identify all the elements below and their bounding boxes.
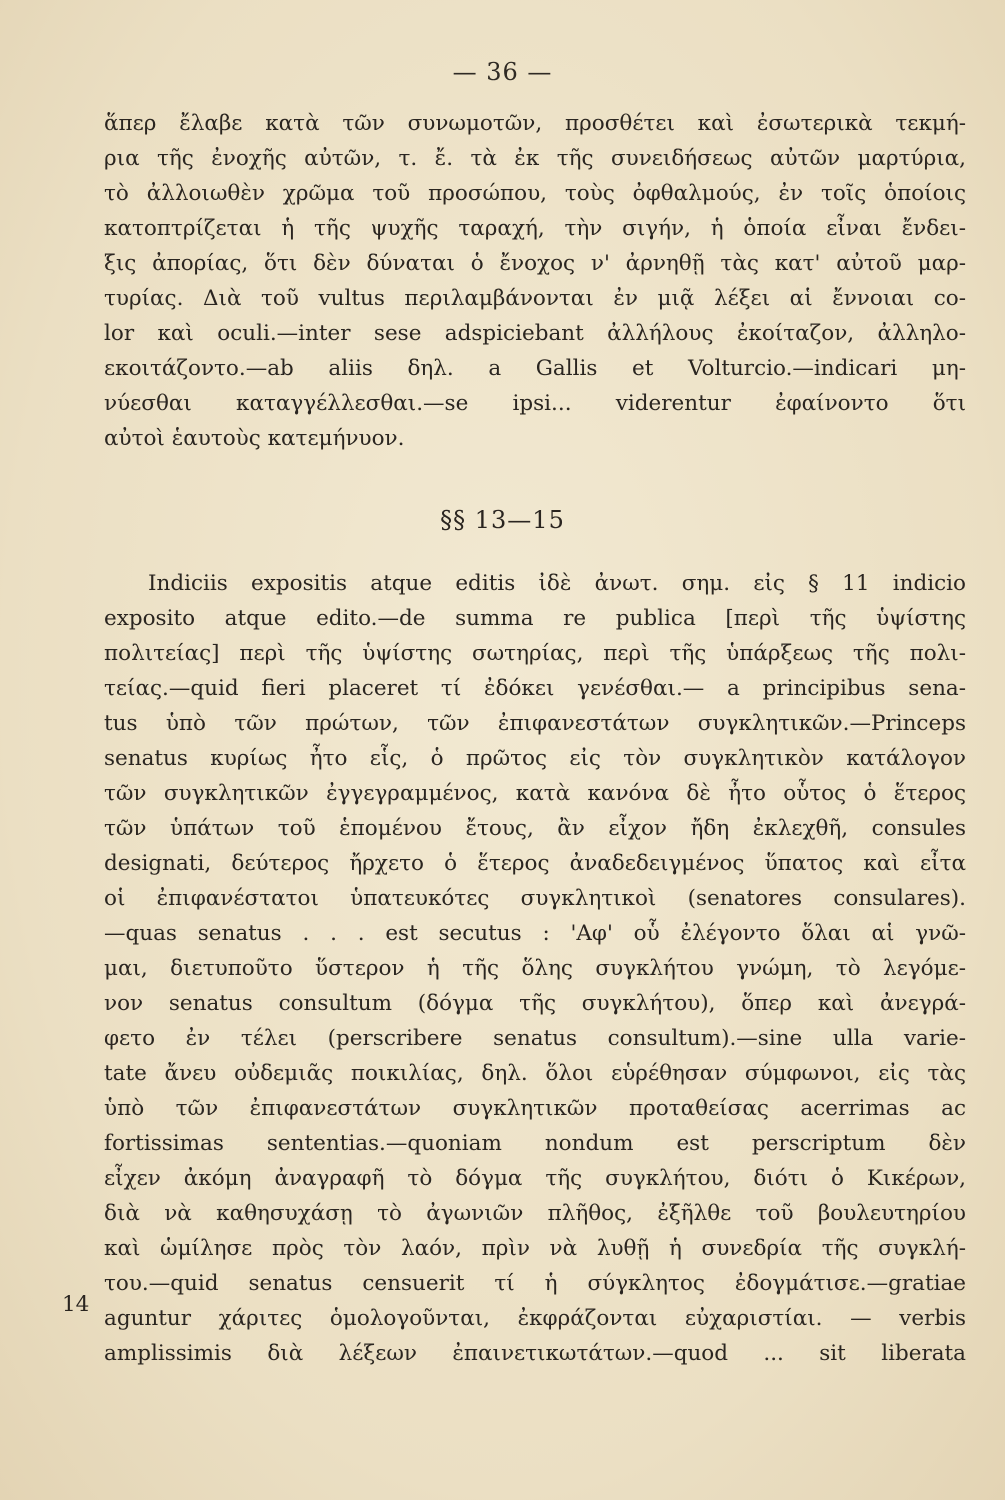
paragraph-commentary-continued	[104, 106, 966, 456]
text-line: senatus κυρίως ἦτο εἷς, ὁ πρῶτος εἰς τὸν συγκλητικὸν κατάλογον	[104, 746, 966, 771]
text-line: φετο ἐν τέλει (perscribere senatus consultum).—sine ulla varie-	[104, 1026, 966, 1051]
text-line: του.—quid senatus censuerit τί ἡ σύγκλητος ἐδογμάτισε.—gratiae	[104, 1271, 966, 1296]
text-line: τῶν ὑπάτων τοῦ ἑπομένου ἔτους, ἂν εἶχον ἤδη ἐκλεχθῆ, consules	[104, 816, 966, 841]
text-line: amplissimis διὰ λέξεων ἐπαινετικωτάτων.—quod ... sit liberata	[104, 1341, 966, 1366]
text-line: πολιτείας] περὶ τῆς ὑψίστης σωτηρίας, περὶ τῆς ὑπάρξεως τῆς πολι-	[104, 641, 966, 666]
text-line: ἅπερ ἔλαβε κατὰ τῶν συνωμοτῶν, προσθέτει καὶ ἐσωτερικὰ τεκμή-	[104, 111, 966, 136]
text-line: αὐτοὶ ἑαυτοὺς κατεμήνυον.	[104, 426, 405, 451]
text-line: κατοπτρίζεται ἡ τῆς ψυχῆς ταραχή, τὴν σιγήν, ἡ ὁποία εἶναι ἔνδει-	[104, 216, 966, 241]
text-line: καὶ ὡμίλησε πρὸς τὸν λαόν, πρὶν νὰ λυθῇ ἡ συνεδρία τῆς συγκλή-	[104, 1236, 966, 1261]
text-line: νύεσθαι καταγγέλλεσθαι.—se ipsi... viderentur ἐφαίνοντο ὅτι	[104, 391, 966, 416]
text-line: διὰ νὰ καθησυχάσῃ τὸ ἀγωνιῶν πλῆθος, ἐξῆλθε τοῦ βουλευτηρίου	[104, 1201, 966, 1226]
text-line: οἱ ἐπιφανέστατοι ὑπατευκότες συγκλητικοὶ (senatores consulares).	[104, 886, 966, 911]
text-line: tus ὑπὸ τῶν πρώτων, τῶν ἐπιφανεστάτων συγκλητικῶν.—Princeps	[104, 711, 966, 736]
text-line: ξις ἀπορίας, ὅτι δὲν δύναται ὁ ἔνοχος ν' ἀρνηθῇ τὰς κατ' αὐτοῦ μαρ-	[104, 251, 966, 276]
text-line: fortissimas sententias.—quoniam nondum est perscriptum δὲν	[104, 1131, 966, 1156]
text-line: aguntur χάριτες ὁμολογοῦνται, ἐκφράζονται εὐχαριστίαι. — verbis	[104, 1306, 966, 1331]
text-line: τὸ ἀλλοιωθὲν χρῶμα τοῦ προσώπου, τοὺς ὀφθαλμούς, ἐν τοῖς ὁποίοις	[104, 181, 966, 206]
text-line: exposito atque edito.—de summa re publica [περὶ τῆς ὑψίστης	[104, 606, 966, 631]
text-line: —quas senatus . . . est secutus : 'Αφ' οὗ ἐλέγοντο ὅλαι αἱ γνῶ-	[104, 921, 966, 946]
text-line: ὑπὸ τῶν ἐπιφανεστάτων συγκλητικῶν προταθείσας acerrimas ac	[104, 1096, 966, 1121]
text-line: εκοιτάζοντο.—ab aliis δηλ. a Gallis et Volturcio.—indicari μη-	[104, 356, 966, 381]
paragraph-section-13-15	[104, 566, 966, 1371]
text-line: ρια τῆς ἐνοχῆς αὐτῶν, τ. ἔ. τὰ ἐκ τῆς συνειδήσεως αὐτῶν μαρτύρια,	[104, 146, 966, 171]
text-line: εἶχεν ἀκόμη ἀναγραφῆ τὸ δόγμα τῆς συγκλήτου, διότι ὁ Κικέρων,	[104, 1166, 966, 1191]
text-line: τυρίας. Διὰ τοῦ vultus περιλαμβάνονται ἐν μιᾷ λέξει αἱ ἔννοιαι co-	[104, 286, 966, 311]
text-line: tate ἄνευ οὐδεμιᾶς ποικιλίας, δηλ. ὅλοι εὑρέθησαν σύμφωνοι, εἰς τὰς	[104, 1061, 966, 1086]
section-heading: §§ 13—15	[440, 506, 565, 534]
text-line: designati, δεύτερος ἤρχετο ὁ ἕτερος ἀναδεδειγμένος ὕπατος καὶ εἶτα	[104, 851, 966, 876]
text-line: lor καὶ oculi.—inter sese adspiciebant ἀλλήλους ἐκοίταζον, ἀλληλο-	[104, 321, 966, 346]
margin-section-number: 14	[62, 1292, 90, 1317]
text-line: τείας.—quid fieri placeret τί ἐδόκει γενέσθαι.— a principibus sena-	[104, 676, 966, 701]
text-line: τῶν συγκλητικῶν ἐγγεγραμμένος, κατὰ κανόνα δὲ ἦτο οὗτος ὁ ἕτερος	[104, 781, 966, 806]
text-line: μαι, διετυποῦτο ὕστερον ἡ τῆς ὅλης συγκλήτου γνώμη, τὸ λεγόμε-	[104, 956, 966, 981]
text-line: νον senatus consultum (δόγμα τῆς συγκλήτου), ὅπερ καὶ ἀνεγρά-	[104, 991, 966, 1016]
page-number: — 36 —	[452, 58, 553, 86]
text-line: Indiciis expositis atque editis ἰδὲ ἀνωτ. σημ. εἰς § 11 indicio	[148, 571, 966, 596]
